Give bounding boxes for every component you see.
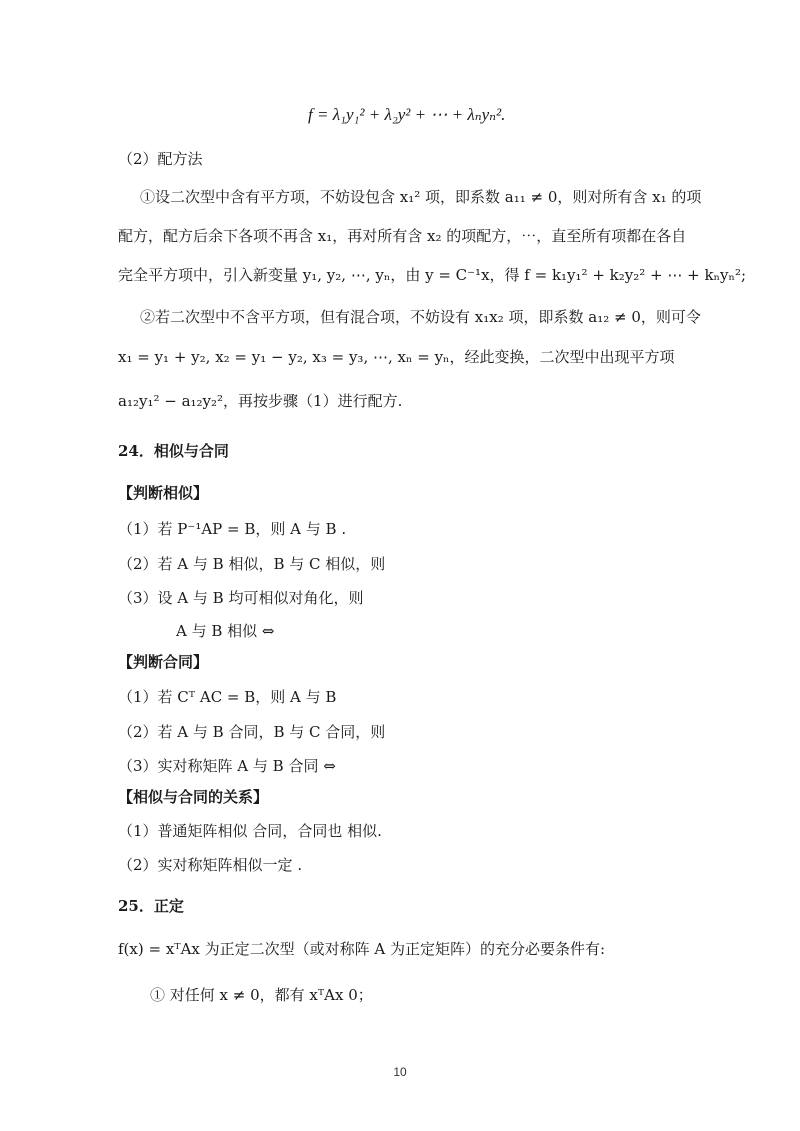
paragraph-2-line-2: x₁ = y₁ + y₂, x₂ = y₁ − y₂, x₃ = y₃, ⋯, xₙ = yₙ，经此变换，二次型中出现平方项 [118,348,675,366]
formula-top: f = λ₁y₁² + λ₂y² + ⋯ + λₙyₙ². [308,105,506,124]
similar-item-2: （2）若 A 与 B 相似，B 与 C 相似，则 [118,555,386,573]
congruent-item-2: （2）若 A 与 B 合同，B 与 C 合同，则 [118,723,386,741]
congruent-item-3: （3）实对称矩阵 A 与 B 合同 ⇔ [118,757,336,775]
similar-item-1: （1）若 P⁻¹AP = B，则 A 与 B . [118,520,347,538]
paragraph-2-line-3: a₁₂y₁² − a₁₂y₂²，再按步骤（1）进行配方. [118,392,403,410]
section-24-title: 24．相似与合同 [118,442,229,460]
heading-relation: 【相似与合同的关系】 [118,788,269,806]
section-25-title: 25．正定 [118,897,184,915]
relation-item-1: （1）普通矩阵相似 合同，合同也 相似. [118,822,382,840]
page-number: 10 [393,1065,407,1079]
positive-definite-intro: f(x) = xᵀAx 为正定二次型（或对称阵 A 为正定矩阵）的充分必要条件有: [118,940,606,958]
relation-item-2: （2）实对称矩阵相似一定 . [118,856,303,874]
paragraph-1-line-2: 配方，配方后余下各项不再含 x₁，再对所有含 x₂ 的项配方，⋯，直至所有项都在各自 [118,227,687,245]
positive-definite-condition-1: ① 对任何 x ≠ 0，都有 xᵀAx 0； [150,986,373,1004]
heading-judge-congruent: 【判断合同】 [118,653,209,671]
section-2-title: （2）配方法 [118,150,203,168]
paragraph-2-line-1: ②若二次型中不含平方项，但有混合项，不妨设有 x₁x₂ 项，即系数 a₁₂ ≠ 0，则可令 [140,308,701,326]
similar-item-3-condition: A 与 B 相似 ⇔ [176,622,275,640]
paragraph-1-line-1: ①设二次型中含有平方项，不妨设包含 x₁² 项，即系数 a₁₁ ≠ 0，则对所有含 x₁ 的项 [140,188,702,206]
similar-item-3: （3）设 A 与 B 均可相似对角化，则 [118,589,364,607]
congruent-item-1: （1）若 Cᵀ AC = B，则 A 与 B [118,688,337,706]
paragraph-1-line-3: 完全平方项中，引入新变量 y₁, y₂, ⋯, yₙ，由 y = C⁻¹x，得 f = k₁y₁² + k₂y₂² + ⋯ + kₙyₙ²; [118,266,747,284]
heading-judge-similar: 【判断相似】 [118,484,209,502]
